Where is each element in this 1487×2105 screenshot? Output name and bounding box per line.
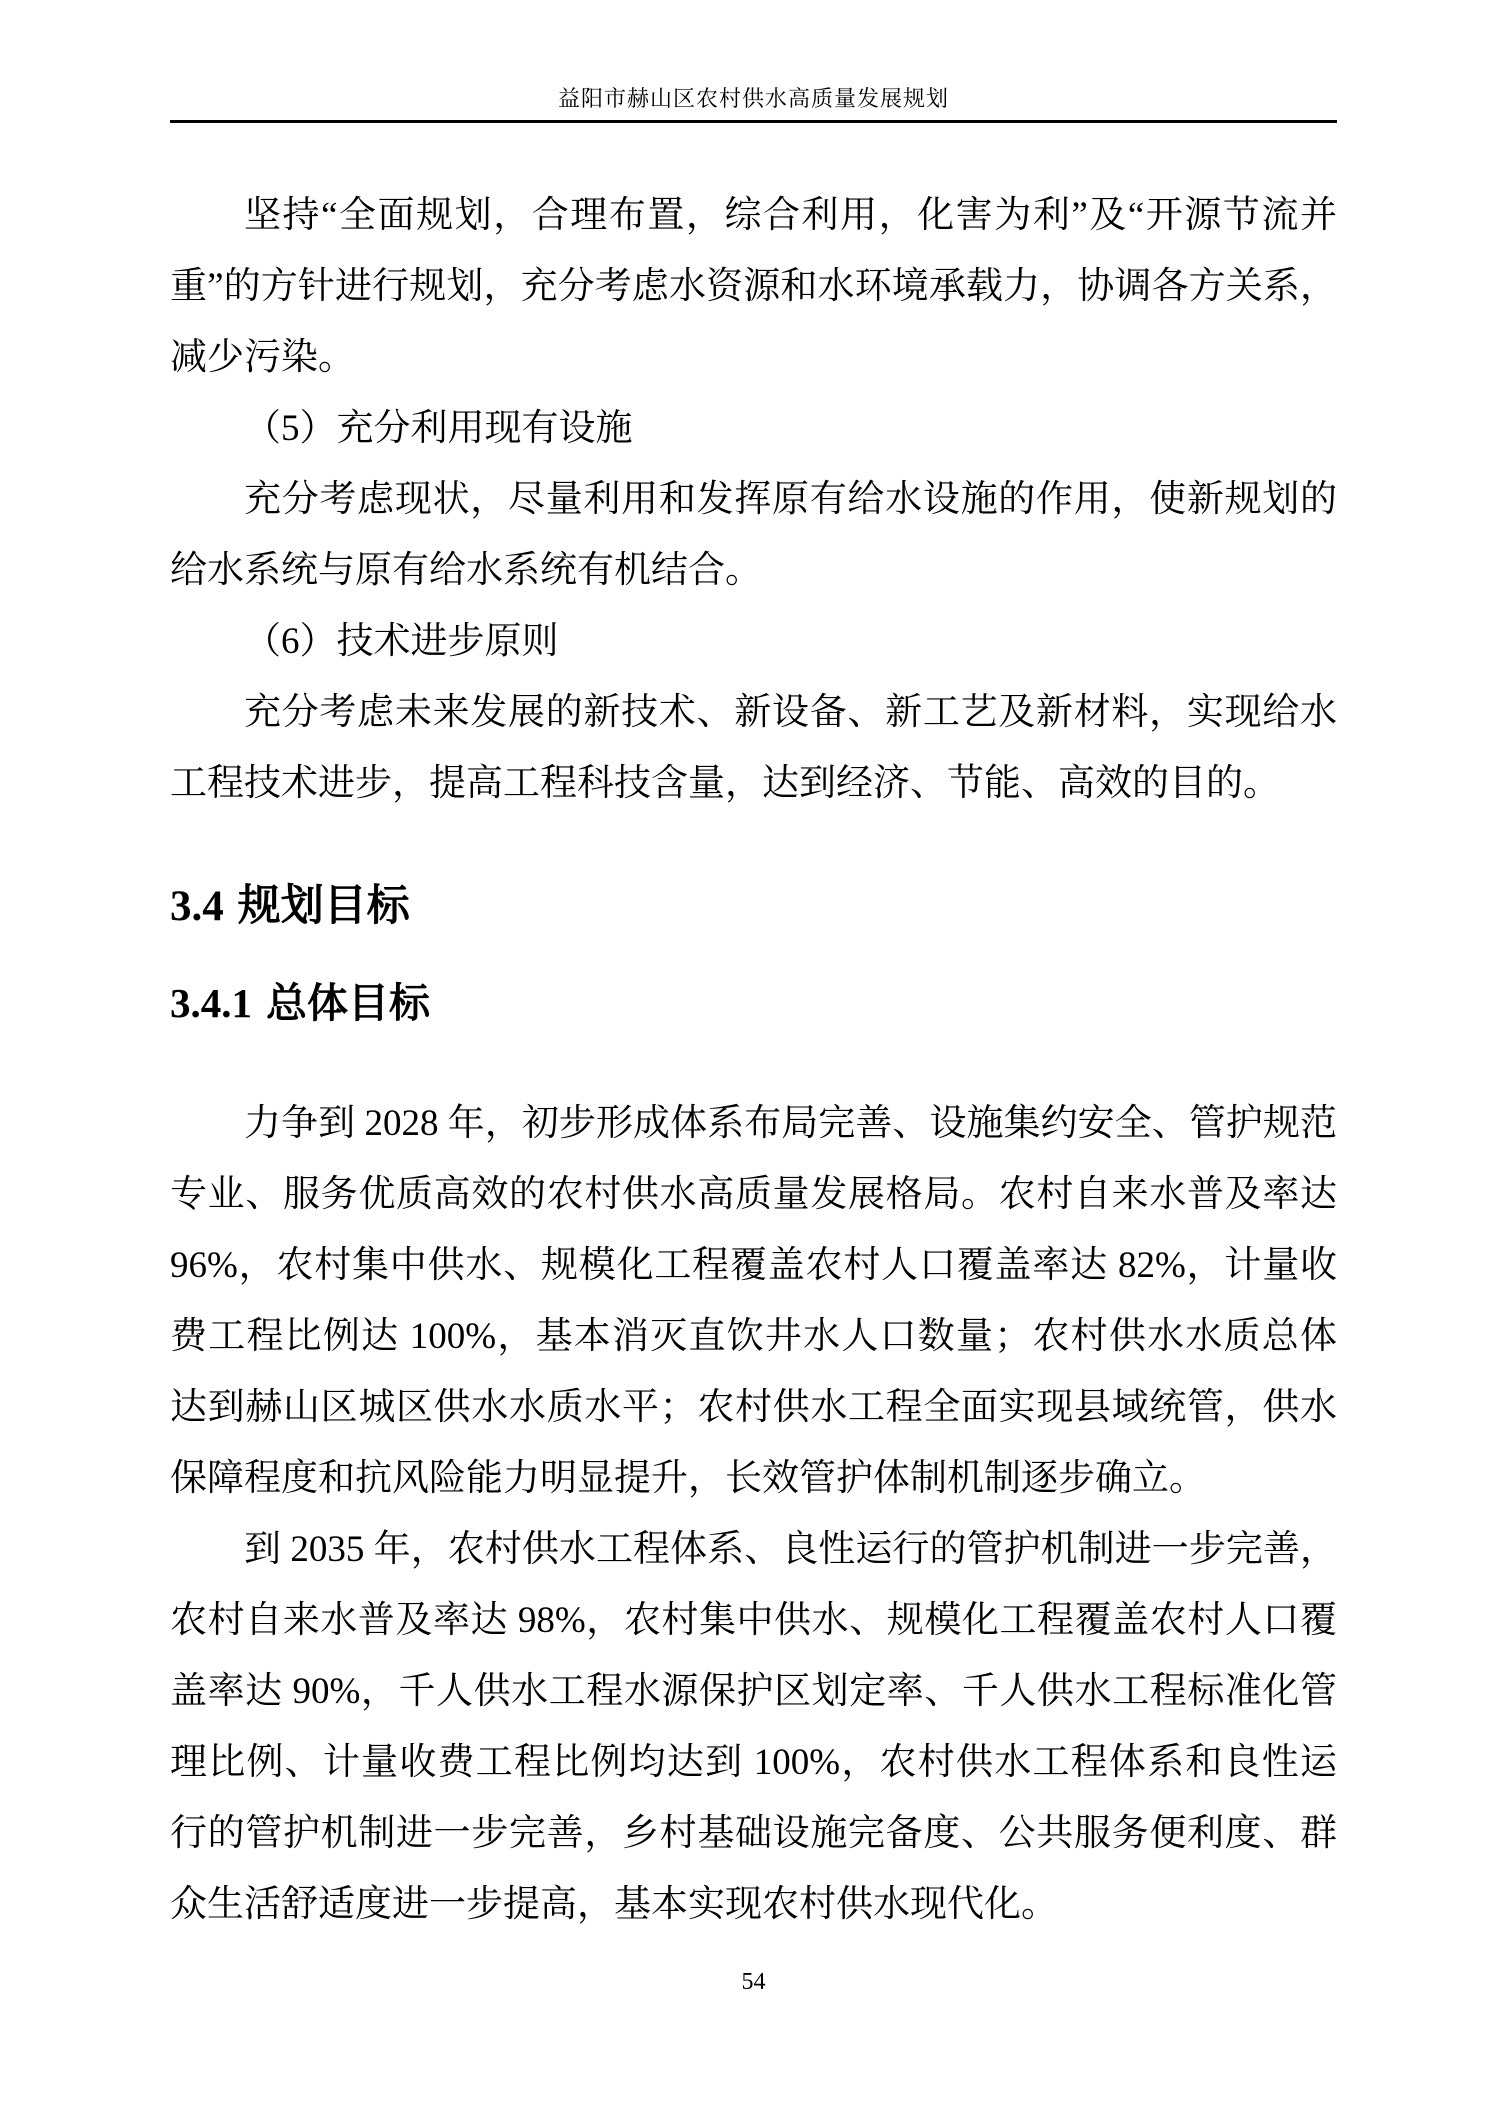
page-number: 54	[741, 1969, 766, 1995]
paragraph-2035-goals: 到 2035 年，农村供水工程体系、良性运行的管护机制进一步完善，农村自来水普及率达 98%，农村集中供水、规模化工程覆盖农村人口覆盖率达 90%，千人供水工程水源保护区划定率、千人供水工程标准化管理比例、计量收费工程比例均达到 100%，农村供水工程体系和良性运行的管护机制进一步完善，乡村基础设施完备度、公共服务便利度、群众生活舒适度进一步提高，基本实现农村供水现代化。	[170, 1529, 1337, 1925]
section-heading-3-4	[170, 875, 1337, 938]
section-title: 规划目标	[237, 882, 410, 930]
page-header	[0, 0, 1487, 123]
item-heading-6: （6）技术进步原则	[244, 621, 559, 662]
subsection-number: 3.4.1	[170, 980, 252, 1026]
paragraph-existing-facilities: 充分考虑现状，尽量利用和发挥原有给水设施的作用，使新规划的给水系统与原有给水系统有机结合。	[170, 479, 1337, 591]
section-number: 3.4	[170, 883, 224, 930]
running-header-title: 益阳市赫山区农村供水高质量发展规划	[557, 86, 949, 111]
document-body	[170, 123, 1337, 1940]
subsection-heading-3-4-1	[170, 972, 1337, 1034]
paragraph-2028-goals: 力争到 2028 年，初步形成体系布局完善、设施集约安全、管护规范专业、服务优质高效的农村供水高质量发展格局。农村自来水普及率达 96%，农村集中供水、规模化工程覆盖农村人口覆盖率达 82%，计量收费工程比例达 100%，基本消灭直饮井水人口数量；农村供水水质总体达到赫山区城区供水水质水平；农村供水工程全面实现县域统管，供水保障程度和抗风险能力明显提升，长效管护体制机制逐步确立。	[170, 1103, 1337, 1499]
paragraph-planning-principle: 坚持“全面规划，合理布置，综合利用，化害为利”及“开源节流并重”的方针进行规划，充分考虑水资源和水环境承载力，协调各方关系，减少污染。	[170, 195, 1337, 378]
paragraph-technical-progress: 充分考虑未来发展的新技术、新设备、新工艺及新材料，实现给水工程技术进步，提高工程科技含量，达到经济、节能、高效的目的。	[170, 692, 1337, 804]
item-heading-5: （5）充分利用现有设施	[244, 408, 633, 449]
subsection-title: 总体目标	[266, 980, 430, 1026]
